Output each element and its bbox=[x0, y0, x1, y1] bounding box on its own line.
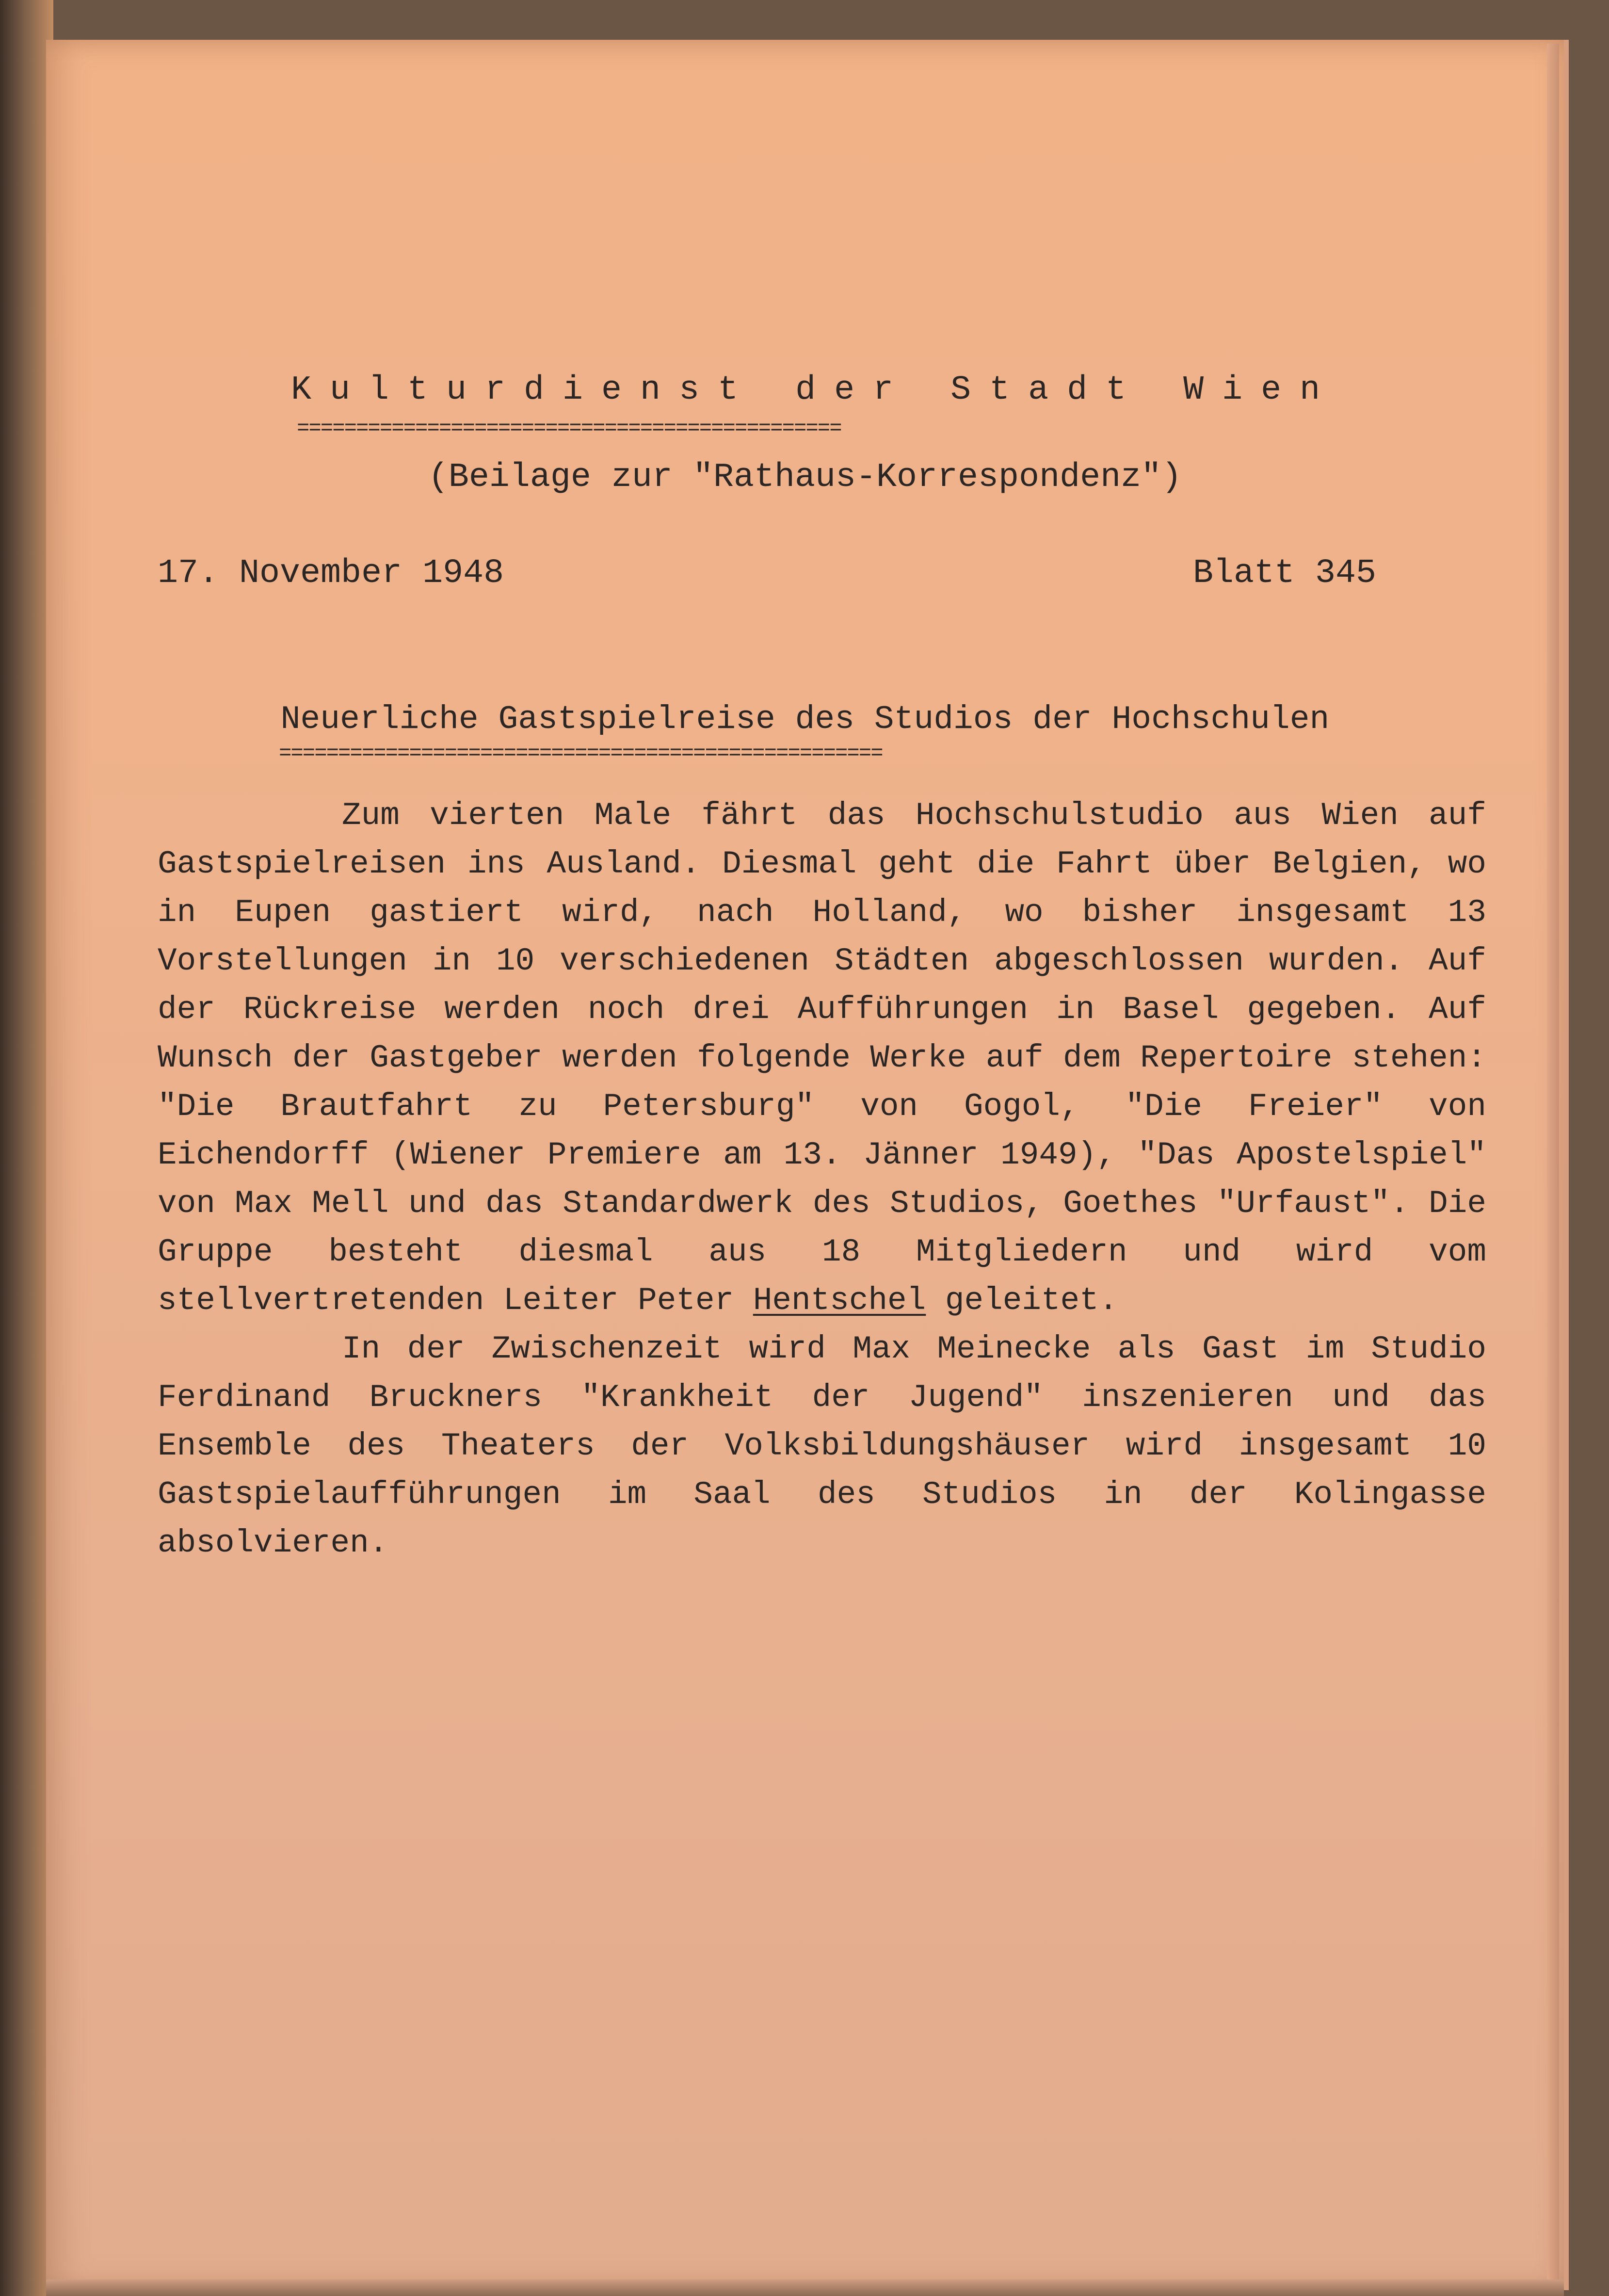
binding-edge bbox=[0, 0, 53, 2296]
document-date: 17. November 1948 bbox=[158, 554, 504, 593]
paragraph-2: In der Zwischenzeit wird Max Meinecke als Gast im Studio Ferdinand Bruckners "Krankheit der Jugend" inszenieren und das Ensemble des Theaters der Volksbildungshäuser wird insgesamt 10 Gastspielaufführungen im Saal des Studios in der Kolingasse absolvieren. bbox=[158, 1331, 1486, 1561]
paper-side-edge bbox=[1547, 44, 1559, 2287]
supplement-subtitle: (Beilage zur "Rathaus-Korrespondenz") bbox=[428, 458, 1182, 497]
sheet-number: Blatt 345 bbox=[1193, 554, 1377, 593]
heading-double-rule: =================================================== bbox=[279, 743, 883, 764]
paragraph-1-end: geleitet. bbox=[926, 1282, 1118, 1319]
underlined-name: Hentschel bbox=[753, 1282, 926, 1319]
masthead-title: Kulturdienst der Stadt Wien bbox=[291, 371, 1339, 409]
article-body bbox=[158, 792, 1486, 1568]
paper-bottom-edge bbox=[46, 2280, 1564, 2296]
paragraph-1 bbox=[158, 792, 1486, 1325]
masthead-double-rule: ============================================== bbox=[297, 418, 841, 439]
paragraph-1-text: Zum vierten Male fährt das Hochschulstudio aus Wien auf Gastspielreisen ins Ausland. Diesmal geht die Fahrt über Belgien, wo in Eupen gastiert wird, nach Holland, wo bisher insgesamt 13 Vorstellungen in 10 verschiedenen Städten abgeschlossen wurden. Auf der Rückreise werden noch drei Aufführungen in Basel gegeben. Auf Wunsch der Gastgeber werden folgende Werke auf dem Repertoire stehen: "Die Brautfahrt zu Petersburg" von Gogol, "Die Freier" von Eichendorff (Wiener Premiere am 13. Jänner 1949), "Das Apostelspiel" von Max Mell und das Standardwerk des Studios, Goethes "Urfaust". Die Gruppe besteht diesmal aus 18 Mitgliedern und wird vom stellvertretenden Leiter Peter bbox=[158, 797, 1486, 1319]
article-heading: Neuerliche Gastspielreise des Studios der Hochschulen bbox=[280, 701, 1330, 738]
